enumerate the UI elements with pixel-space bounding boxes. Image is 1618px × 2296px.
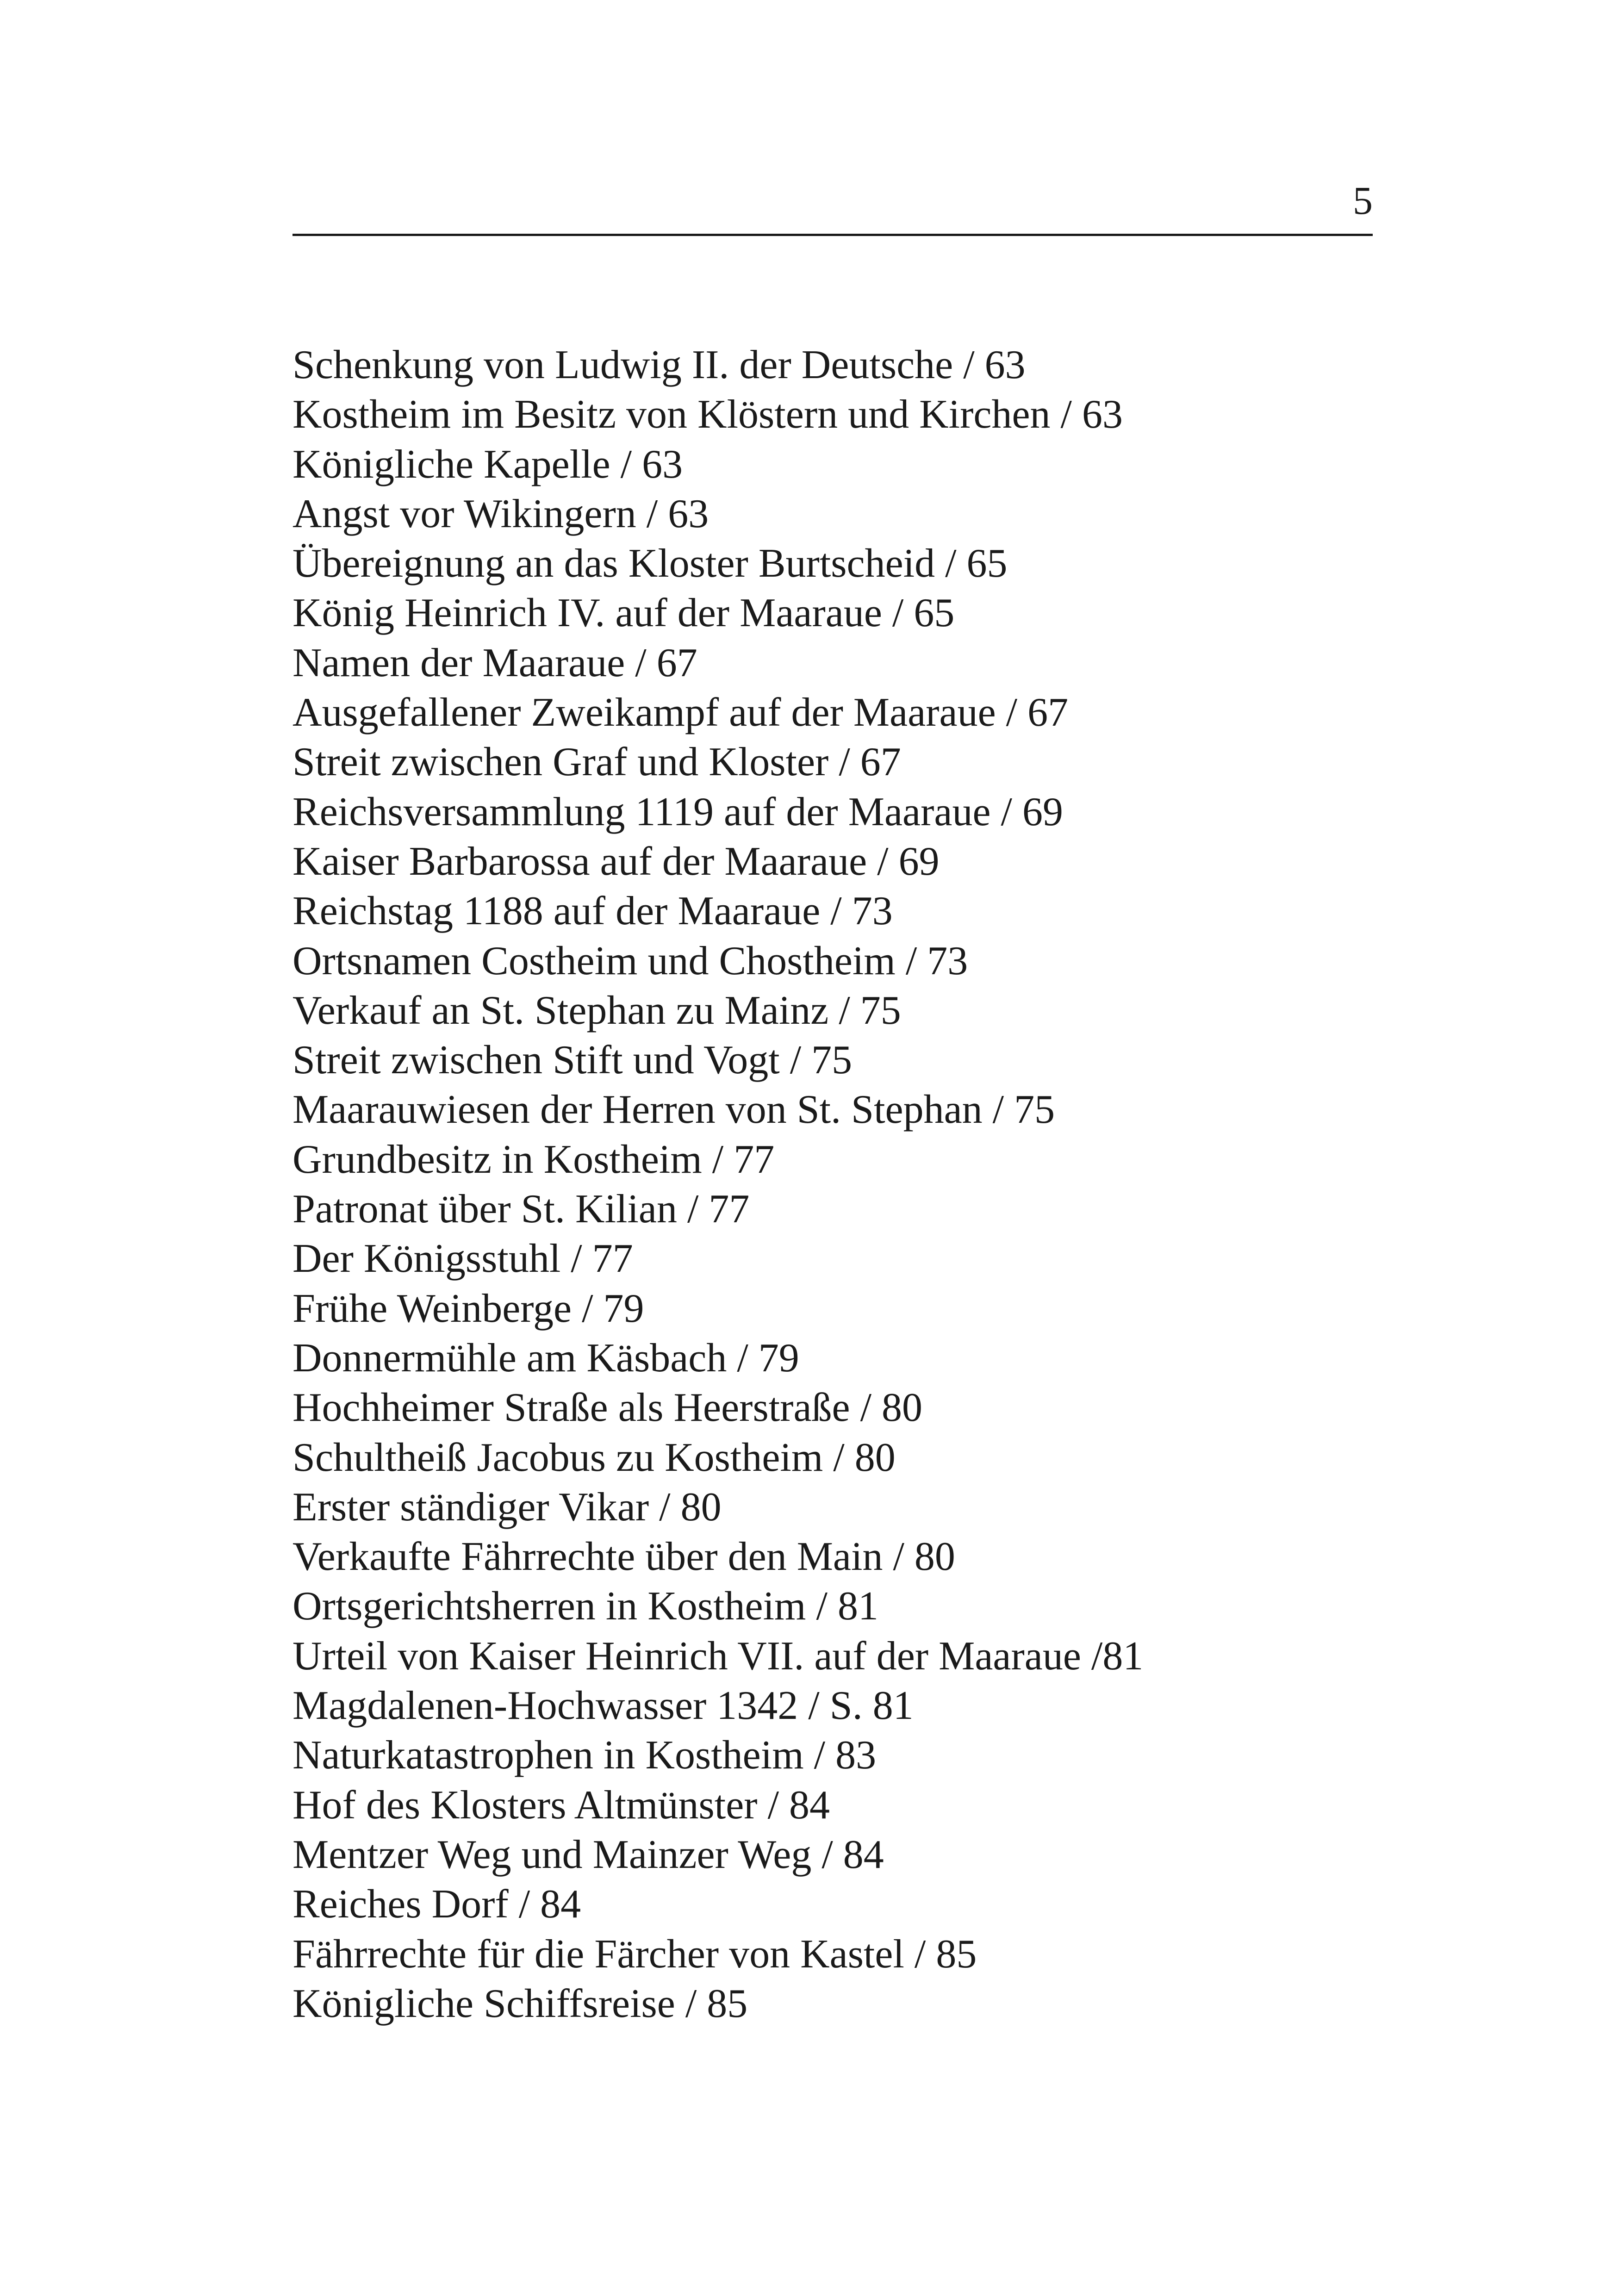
toc-entry: Ortsnamen Costheim und Chostheim / 73 [292,938,968,983]
toc-entry: Maarauwiesen der Herren von St. Stephan / 75 [292,1087,1055,1132]
toc-entry: Kaiser Barbarossa auf der Maaraue / 69 [292,839,940,884]
toc-entry: Mentzer Weg und Mainzer Weg / 84 [292,1832,884,1877]
toc-entry: Fährrechte für die Färcher von Kastel / 85 [292,1931,977,1977]
toc-entry: Verkaufte Fährrechte über den Main / 80 [292,1534,955,1580]
toc-entry: Königliche Schiffsreise / 85 [292,1981,748,2026]
toc-entry: Naturkatastrophen in Kostheim / 83 [292,1733,877,1778]
page-number: 5 [1353,178,1373,223]
toc-entry: Streit zwischen Graf und Kloster / 67 [292,740,901,785]
toc-entry: Donnermühle am Käsbach / 79 [292,1335,799,1381]
toc-entry: Urteil von Kaiser Heinrich VII. auf der Maaraue /81 [292,1633,1144,1679]
toc-entry: Patronat über St. Kilian / 77 [292,1187,750,1232]
toc-entry: Königliche Kapelle / 63 [292,442,683,487]
toc-entry: Reiches Dorf / 84 [292,1882,581,1927]
toc-entry: Erster ständiger Vikar / 80 [292,1484,722,1530]
toc-entry: Frühe Weinberge / 79 [292,1286,644,1331]
toc-entry: Ausgefallener Zweikampf auf der Maaraue / 67 [292,690,1069,735]
toc-entry: Schenkung von Ludwig II. der Deutsche / 63 [292,342,1026,387]
toc-entry: Streit zwischen Stift und Vogt / 75 [292,1038,853,1083]
toc-entry: Angst vor Wikingern / 63 [292,491,709,536]
toc-entry: Der Königsstuhl / 77 [292,1236,633,1282]
toc-entry: Magdalenen-Hochwasser 1342 / S. 81 [292,1683,914,1729]
toc-entry: Grundbesitz in Kostheim / 77 [292,1137,775,1182]
toc-entry: König Heinrich IV. auf der Maaraue / 65 [292,591,955,636]
header-rule [292,234,1373,236]
toc-entry: Schultheiß Jacobus zu Kostheim / 80 [292,1435,896,1480]
toc-entry: Hof des Klosters Altmünster / 84 [292,1782,830,1828]
toc-entry: Hochheimer Straße als Heerstraße / 80 [292,1385,923,1431]
table-of-contents [292,340,1143,2028]
toc-entry: Namen der Maaraue / 67 [292,640,697,685]
toc-entry: Kostheim im Besitz von Klöstern und Kirchen / 63 [292,392,1123,437]
toc-entry: Verkauf an St. Stephan zu Mainz / 75 [292,988,901,1033]
toc-entry: Reichstag 1188 auf der Maaraue / 73 [292,889,893,934]
toc-entry: Übereignung an das Kloster Burtscheid / 65 [292,541,1008,586]
toc-entry: Ortsgerichtsherren in Kostheim / 81 [292,1584,878,1629]
toc-entry: Reichsversammlung 1119 auf der Maaraue / 69 [292,789,1063,834]
